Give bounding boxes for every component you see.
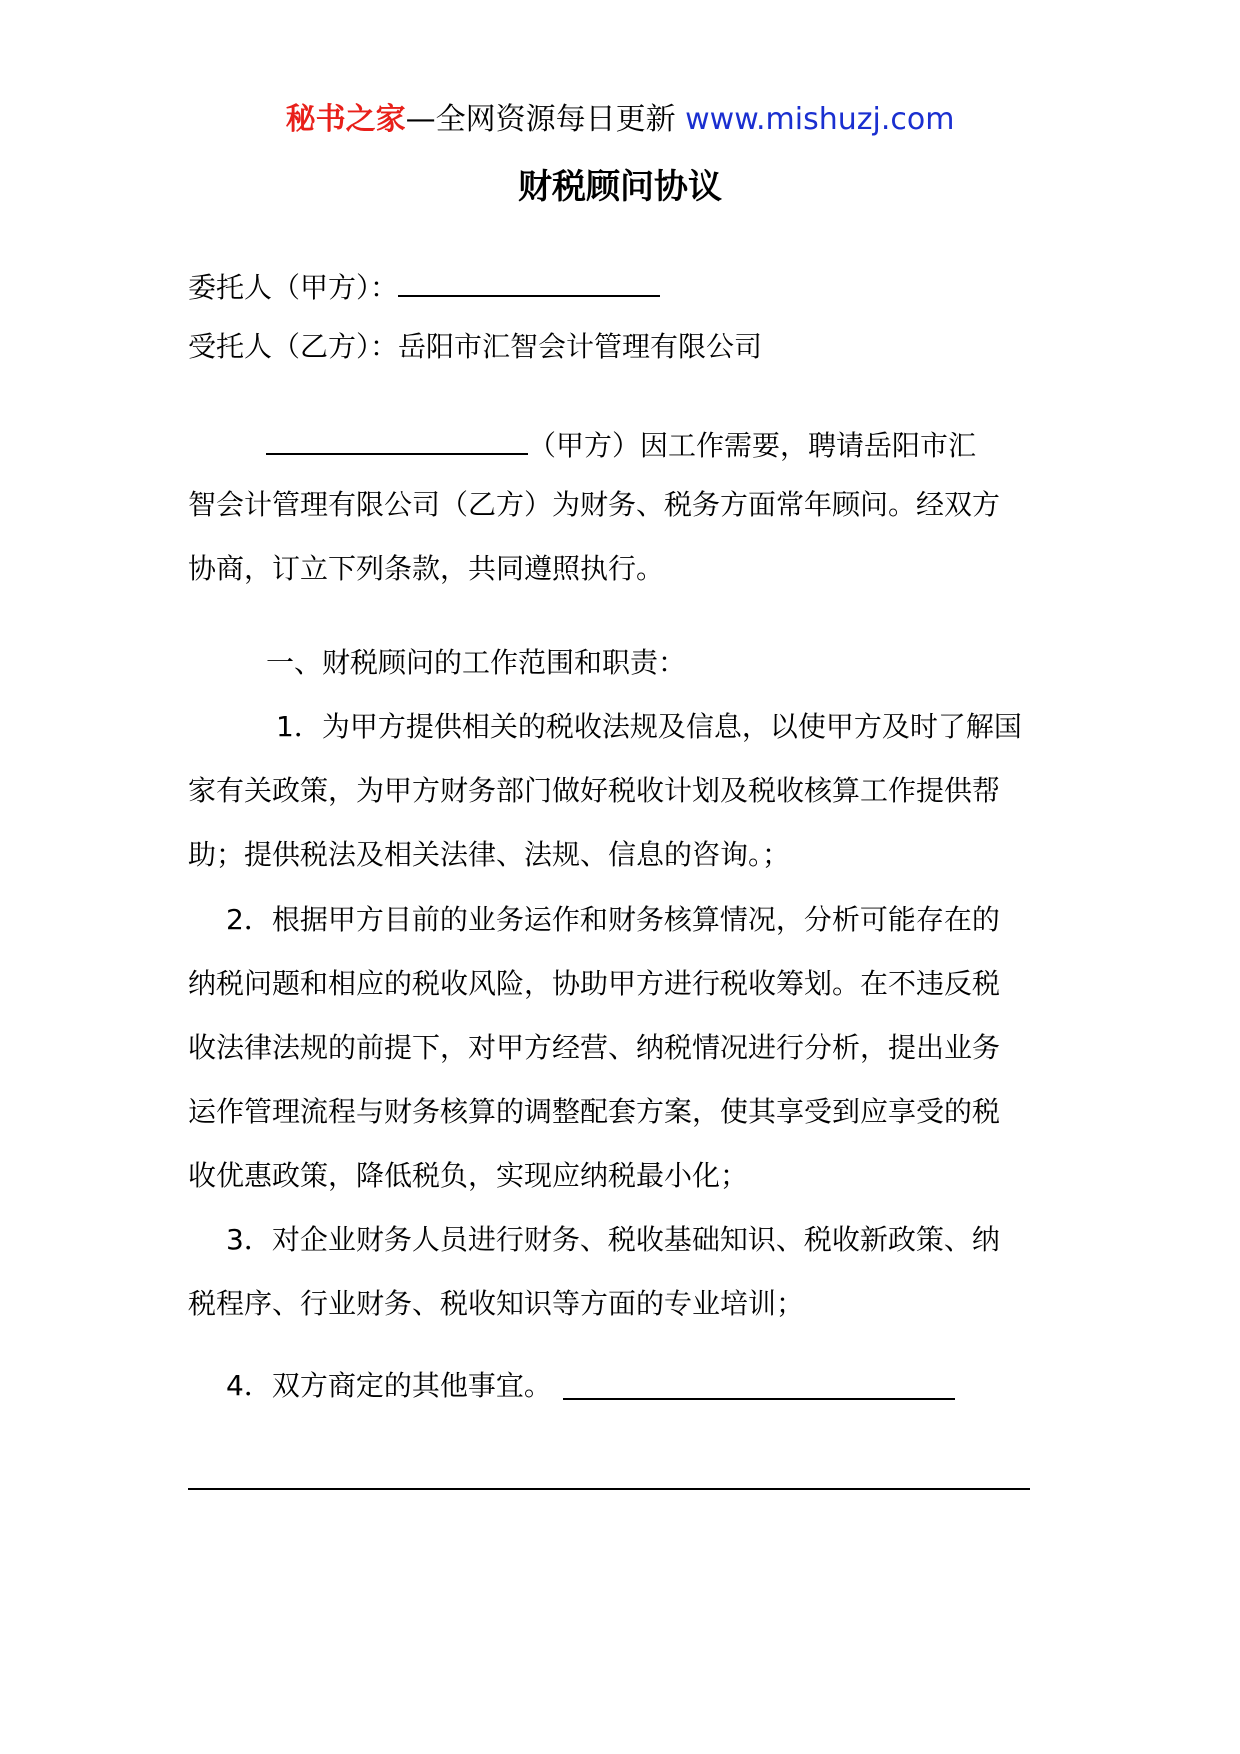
agent-label: 受托人（乙方）： xyxy=(188,330,399,363)
site-url-link[interactable]: www.mishuzj.com xyxy=(685,102,955,137)
item-4-continuation-blank[interactable] xyxy=(188,1488,1030,1490)
agent-line xyxy=(188,329,762,365)
item-3-line-1: 3．对企业财务人员进行财务、税收基础知识、税收新政策、纳 xyxy=(226,1223,1000,1256)
intro-line-1 xyxy=(266,423,976,464)
item-1-line-3: 助；提供税法及相关法律、法规、信息的咨询。； xyxy=(188,838,791,871)
site-header xyxy=(0,100,1240,140)
intro-line-3: 协商，订立下列条款，共同遵照执行。 xyxy=(188,552,665,585)
item-4-blank[interactable] xyxy=(563,1398,955,1400)
item-4-line xyxy=(226,1368,552,1404)
item-2-line-2: 纳税问题和相应的税收风险，协助甲方进行税收筹划。在不违反税 xyxy=(188,967,1001,1000)
client-name-blank[interactable] xyxy=(398,265,660,297)
intro-text-1: （甲方）因工作需要，聘请岳阳市汇 xyxy=(528,429,977,462)
intro-party-blank[interactable] xyxy=(266,423,528,455)
agent-name: 岳阳市汇智会计管理有限公司 xyxy=(398,330,763,363)
item-2-line-5: 收优惠政策，降低税负，实现应纳税最小化； xyxy=(188,1159,749,1192)
item-3-line-2: 税程序、行业财务、税收知识等方面的专业培训； xyxy=(188,1287,805,1320)
client-label: 委托人（甲方）： xyxy=(188,271,399,304)
client-line xyxy=(188,265,660,306)
item-1-line-2: 家有关政策，为甲方财务部门做好税收计划及税收核算工作提供帮 xyxy=(188,774,1001,807)
item-2-line-1: 2．根据甲方目前的业务运作和财务核算情况，分析可能存在的 xyxy=(226,903,1000,936)
header-tagline: —全网资源每日更新 xyxy=(405,102,686,137)
item-2-line-4: 运作管理流程与财务核算的调整配套方案，使其享受到应享受的税 xyxy=(188,1095,1001,1128)
item-1-line-1: 1．为甲方提供相关的税收法规及信息，以使甲方及时了解国 xyxy=(276,710,1022,743)
document-title: 财税顾问协议 xyxy=(518,167,722,207)
section-1-heading: 一、财税顾问的工作范围和职责： xyxy=(266,646,687,679)
item-4-text: 4．双方商定的其他事宜。 xyxy=(226,1369,552,1402)
intro-line-2: 智会计管理有限公司（乙方）为财务、税务方面常年顾问。经双方 xyxy=(188,488,1001,521)
item-2-line-3: 收法律法规的前提下，对甲方经营、纳税情况进行分析，提出业务 xyxy=(188,1031,1001,1064)
brand-name: 秘书之家 xyxy=(285,102,406,137)
